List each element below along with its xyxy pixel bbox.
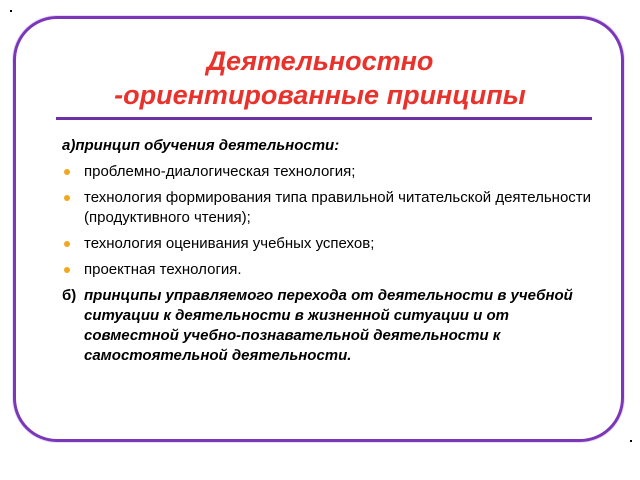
slide-content — [62, 136, 592, 366]
bullet-dot-icon — [64, 241, 70, 247]
bullet-dot-icon — [64, 195, 70, 201]
section-a-heading: а)принцип обучения деятельности: — [62, 137, 340, 154]
list-item-text: технология оценивания учебных успехов; — [84, 235, 375, 252]
section-b-paragraph — [62, 286, 592, 366]
title-line-2: -ориентированные принципы — [114, 80, 526, 110]
list-item-text: проектная технология. — [84, 261, 242, 278]
list-item — [62, 162, 592, 182]
corner-dot-bottom-right — [630, 440, 632, 442]
list-item — [62, 260, 592, 280]
list-item-text: проблемно-диалогическая технология; — [84, 163, 356, 180]
section-b-marker: б) — [62, 287, 77, 304]
list-item — [62, 188, 592, 228]
title-divider — [56, 117, 592, 120]
bullet-dot-icon — [64, 267, 70, 273]
title-line-1: Деятельностно — [206, 46, 434, 76]
slide-title — [40, 44, 600, 112]
bullet-dot-icon — [64, 169, 70, 175]
list-item-text: технология формирования типа правильной читательской деятельности (продуктивного чтения); — [84, 189, 592, 226]
corner-dot-top-left — [10, 10, 12, 12]
list-item — [62, 234, 592, 254]
section-b-text: принципы управляемого перехода от деятельности в учебной ситуации к деятельности в жизненной ситуации и от совместной учебно-познавательной деятельности к самостоятельной деятельности. — [84, 287, 573, 364]
section-a-list — [62, 162, 592, 280]
